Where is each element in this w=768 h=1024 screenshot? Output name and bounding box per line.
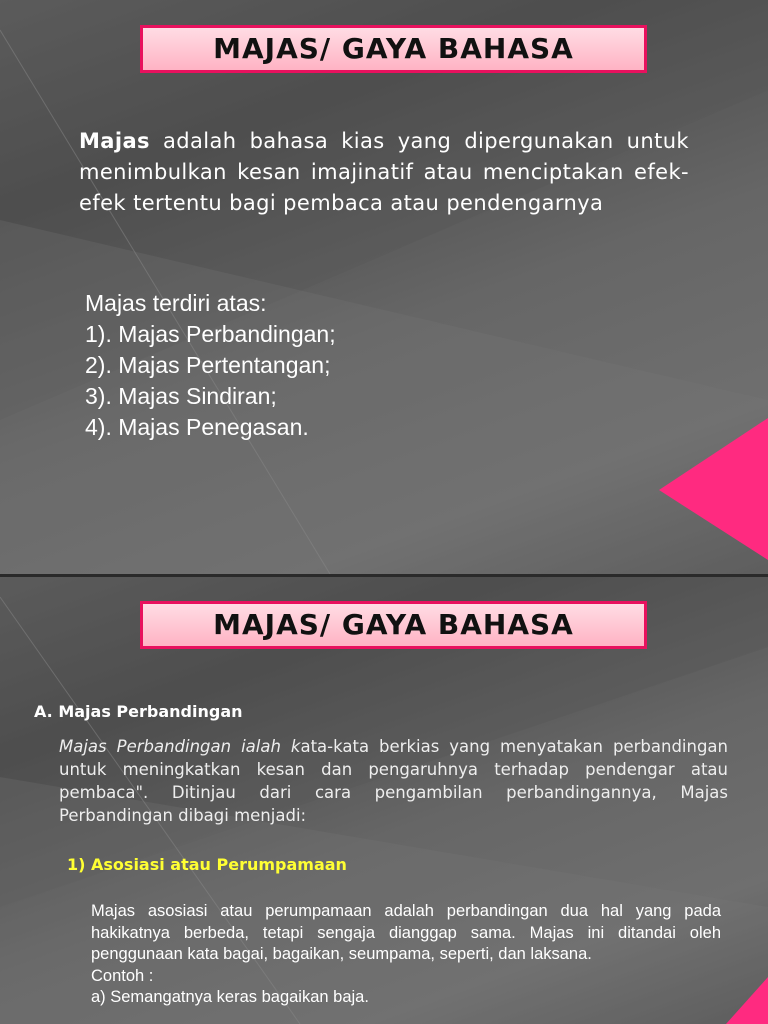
section-heading: A. Majas Perbandingan (34, 702, 243, 721)
sub-heading: 1) Asosiasi atau Perumpamaan (67, 855, 347, 874)
slide-2-title: MAJAS/ GAYA BAHASA (140, 601, 647, 649)
list-item: 2). Majas Pertentangan; (85, 352, 331, 378)
asosiasi-paragraph (91, 901, 721, 1009)
slide-1-title: MAJAS/ GAYA BAHASA (140, 25, 647, 73)
asosiasi-text: Majas asosiasi atau perumpamaan adalah perbandingan dua hal yang pada hakikatnya berbeda, tetapi sengaja dianggap sama. Majas ini ditandai oleh penggunaan kata bagai, bagaikan, seumpama, seperti, dan laksana. (91, 902, 721, 963)
list-item: 3). Majas Sindiran; (85, 383, 277, 409)
paragraph-text: ata-kata berkias yang menyatakan perbandingan untuk meningkatkan kesan dan pengaruhnya terhadap pendengar atau pembaca". Ditinjau dari cara pengambilan perbandingannya, Majas Perbandingan dibagi menjadi: (59, 737, 728, 825)
list-item: 4). Majas Penegasan. (85, 414, 309, 440)
list-intro: Majas terdiri atas: (85, 290, 267, 316)
paragraph-italic-lead: Majas Perbandingan ialah k (59, 737, 301, 756)
definition-paragraph (79, 126, 689, 219)
example-label: Contoh : (91, 966, 154, 985)
list-item: 1). Majas Perbandingan; (85, 321, 336, 347)
majas-list (85, 288, 336, 443)
example-item: a) Semangatnya keras bagaikan baja. (91, 988, 369, 1006)
definition-term: Majas (79, 129, 150, 153)
definition-text: adalah bahasa kias yang dipergunakan untuk menimbulkan kesan imajinatif atau menciptakan efek-efek tertentu bagi pembaca atau pendengarnya (79, 129, 689, 215)
perbandingan-paragraph (59, 735, 728, 827)
